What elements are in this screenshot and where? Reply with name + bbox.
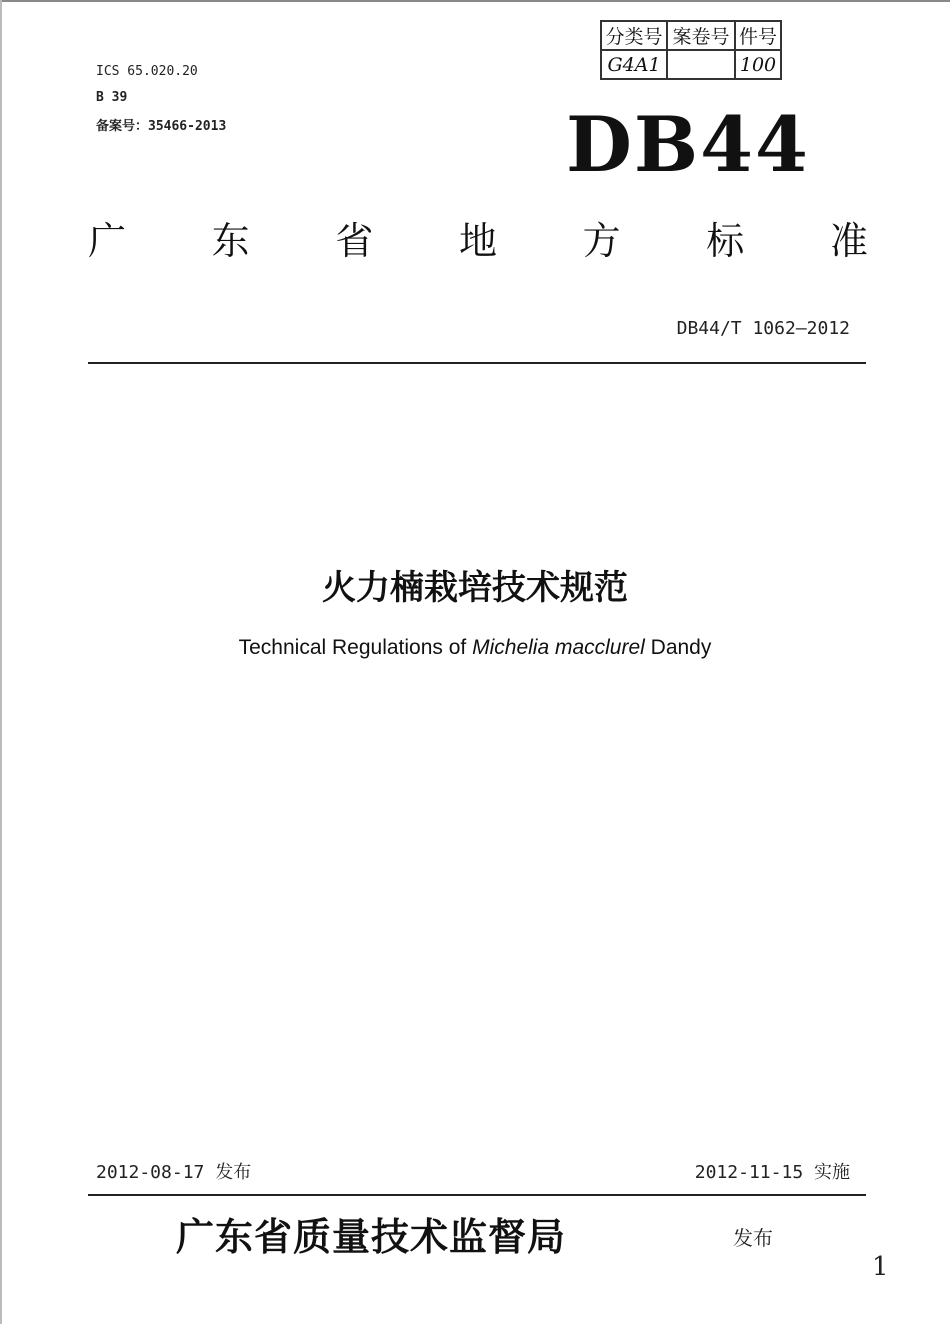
standard-type-char: 准 (829, 219, 868, 263)
archive-value-category: G4A1 (601, 50, 667, 79)
footer-divider (88, 1194, 866, 1196)
title-english-species: Michelia macclurel (472, 636, 645, 659)
ics-code: ICS 65.020.20 (96, 64, 198, 79)
archive-stamp-table (600, 20, 782, 80)
title-english-suffix: Dandy (644, 636, 712, 659)
db44-logo: DB44 (566, 100, 810, 189)
implement-date: 2012-11-15 实施 (694, 1162, 850, 1183)
archive-header-row (601, 21, 781, 50)
standard-number: DB44/T 1062—2012 (676, 318, 850, 339)
title-english (0, 636, 950, 660)
standard-type-char: 省 (335, 219, 374, 263)
standard-type-char: 东 (211, 219, 250, 263)
standard-type-heading (88, 210, 868, 265)
standard-type-char: 方 (582, 219, 621, 263)
standard-type-char: 标 (706, 219, 745, 263)
issuing-authority: 广东省质量技术监督局 (176, 1214, 567, 1259)
top-border-line (0, 0, 950, 2)
record-number: 备案号：35466-2013 (96, 119, 227, 134)
archive-header-category: 分类号 (601, 21, 667, 50)
title-chinese: 火力楠栽培技术规范 (322, 568, 628, 608)
archive-value-item: 100 (735, 50, 781, 79)
header-divider (88, 362, 866, 364)
archive-value-file (667, 50, 735, 79)
standard-type-char: 广 (88, 219, 127, 263)
standard-type-char: 地 (458, 219, 497, 263)
left-border-line (0, 0, 2, 1324)
archive-header-file: 案卷号 (667, 21, 735, 50)
classification-code: B 39 (96, 90, 128, 105)
title-english-prefix: Technical Regulations of (238, 636, 473, 659)
archive-value-row (601, 50, 781, 79)
page-number: 1 (872, 1252, 889, 1282)
archive-header-item: 件号 (735, 21, 781, 50)
publish-date: 2012-08-17 发布 (96, 1162, 252, 1183)
issue-label: 发布 (733, 1226, 773, 1250)
